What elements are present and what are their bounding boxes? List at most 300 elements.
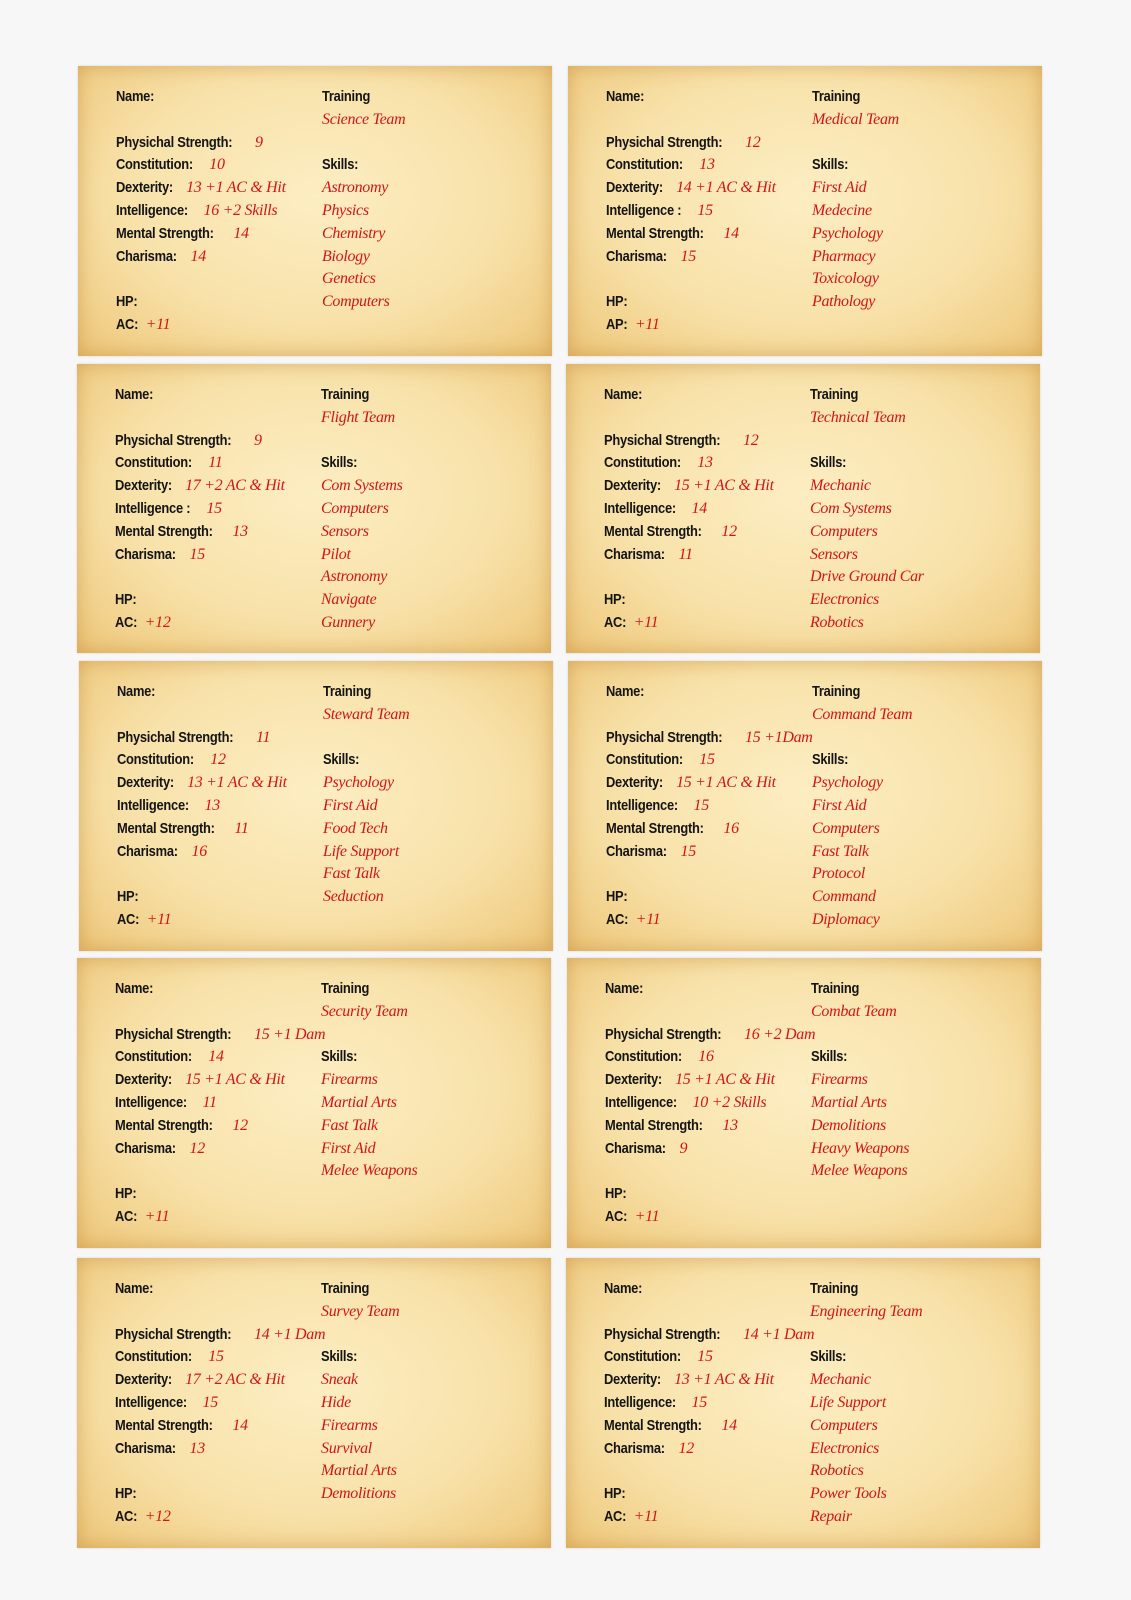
training-label: Training (322, 88, 371, 105)
skill-item: Computers (810, 522, 878, 540)
ac-label: AC: (115, 1507, 138, 1525)
stat-value: 15 +1 AC & Hit (676, 774, 776, 792)
character-card (79, 661, 553, 951)
stat-value: 14 (233, 224, 249, 242)
stat-value: 9 (254, 431, 262, 449)
stat-row (604, 544, 804, 567)
stat-label: Physichal Strength: (115, 431, 232, 449)
character-card (78, 66, 552, 356)
stat-value: 14 +1 Dam (254, 1325, 326, 1343)
stat-label: Mental Strength: (604, 522, 702, 540)
stat-value: 15 (697, 201, 713, 219)
stat-value: 12 (745, 133, 761, 151)
skill-item: Firearms (811, 1071, 868, 1089)
name-label: Name: (606, 88, 645, 105)
stat-label: Charisma: (605, 1139, 666, 1157)
character-card (568, 661, 1042, 951)
stat-label: Mental Strength: (115, 1116, 213, 1134)
stat-row (604, 1346, 804, 1369)
skills-label: Skills: (321, 1348, 358, 1366)
training-column (810, 384, 1030, 635)
stat-row (606, 727, 813, 750)
hp-label: HP: (604, 591, 626, 609)
stat-row (115, 475, 315, 498)
stat-row (606, 223, 806, 246)
stat-row (115, 1024, 326, 1047)
skill-item: Firearms (321, 1071, 378, 1089)
skills-label: Skills: (811, 1048, 848, 1066)
skill-item: Robotics (810, 613, 864, 631)
skill-item: Physics (322, 201, 369, 219)
stat-value: 10 (209, 156, 225, 174)
stat-row (116, 132, 316, 155)
training-value: Engineering Team (810, 1302, 923, 1320)
stat-label: Intelligence: (605, 1093, 677, 1111)
stat-label: Mental Strength: (606, 224, 704, 242)
character-card (566, 364, 1040, 653)
skill-item: Martial Arts (321, 1093, 397, 1111)
ac-label: AC: (605, 1207, 628, 1225)
stat-value: 16 (698, 1048, 714, 1066)
stat-label: Intelligence: (115, 1393, 187, 1411)
training-value: Medical Team (812, 110, 899, 128)
skill-item: Navigate (321, 591, 377, 609)
skill-item: Demolitions (321, 1485, 396, 1503)
stat-value: 14 (723, 224, 739, 242)
skill-item: Protocol (812, 865, 865, 883)
skill-item: Firearms (321, 1416, 378, 1434)
skill-item: Psychology (812, 224, 883, 242)
ac-label: AC: (116, 315, 139, 333)
stat-label: Mental Strength: (605, 1116, 703, 1134)
stat-row (604, 521, 804, 544)
stats-column (604, 384, 804, 635)
stats-column (117, 681, 317, 932)
hp-label: HP: (115, 1185, 137, 1203)
character-card (77, 364, 551, 653)
stat-value: 16 +2 Skills (203, 201, 278, 219)
skill-item: Melee Weapons (321, 1162, 418, 1180)
skill-item: Genetics (322, 270, 376, 288)
skill-item: Life Support (323, 842, 399, 860)
stat-label: Constitution: (606, 751, 683, 769)
skill-item: Survival (321, 1439, 372, 1457)
stat-label: Intelligence : (115, 499, 191, 517)
skill-item: Hide (321, 1393, 351, 1411)
training-column (812, 681, 1032, 932)
stat-label: Charisma: (115, 1139, 176, 1157)
stat-row (116, 154, 316, 177)
training-value: Flight Team (321, 408, 395, 426)
stat-row (116, 223, 316, 246)
stat-label: Constitution: (117, 751, 194, 769)
stat-value: 11 (678, 545, 693, 563)
ac-value: +12 (144, 613, 171, 631)
stat-label: Charisma: (115, 1439, 176, 1457)
skill-item: Sensors (321, 522, 369, 540)
stat-value: 12 (743, 431, 759, 449)
name-label: Name: (117, 683, 156, 700)
training-value: Security Team (321, 1002, 408, 1020)
stat-value: 14 +1 AC & Hit (676, 179, 776, 197)
ac-value: +11 (144, 1207, 170, 1225)
stat-row (117, 818, 317, 841)
skills-label: Skills: (321, 454, 358, 472)
training-label: Training (321, 980, 370, 997)
stats-column (115, 1278, 326, 1529)
stat-value: 15 (691, 1393, 707, 1411)
stat-value: 15 (680, 247, 696, 265)
skill-item: Astronomy (322, 179, 389, 197)
stat-label: Physichal Strength: (115, 1325, 232, 1343)
skill-item: Computers (812, 819, 880, 837)
stat-row (116, 246, 316, 269)
stats-column (116, 86, 316, 337)
skill-item: Electronics (810, 1439, 879, 1457)
stat-value: 15 (680, 842, 696, 860)
stat-row (605, 1092, 805, 1115)
skill-item: Melee Weapons (811, 1162, 908, 1180)
stat-label: Constitution: (115, 454, 192, 472)
skill-item: Toxicology (812, 270, 879, 288)
skill-item: Mechanic (810, 477, 871, 495)
stat-row (115, 498, 315, 521)
skill-item: Martial Arts (811, 1093, 887, 1111)
skill-item: Drive Ground Car (810, 568, 924, 586)
stat-row (115, 1369, 315, 1392)
stat-value: 15 (208, 1348, 224, 1366)
training-column (322, 86, 542, 314)
stat-label: Intelligence: (115, 1093, 187, 1111)
stat-label: Dexterity: (604, 477, 661, 495)
stat-label: Constitution: (604, 454, 681, 472)
skill-item: Command (812, 888, 876, 906)
skills-label: Skills: (812, 751, 849, 769)
stat-row (115, 544, 315, 567)
stat-value: 13 (697, 454, 713, 472)
stat-value: 11 (208, 454, 223, 472)
training-label: Training (810, 1280, 859, 1297)
stat-row (604, 475, 804, 498)
stat-value: 15 (189, 545, 205, 563)
stat-value: 13 (204, 796, 220, 814)
skill-item: Power Tools (810, 1485, 887, 1503)
skill-item: Com Systems (810, 499, 892, 517)
character-card (568, 66, 1042, 356)
stat-label: Mental Strength: (116, 224, 214, 242)
stat-label: Dexterity: (117, 774, 174, 792)
stat-value: 15 (697, 1348, 713, 1366)
ac-value: +11 (633, 1507, 659, 1525)
stat-label: Charisma: (606, 247, 667, 265)
stat-label: Dexterity: (606, 179, 663, 197)
stats-column (604, 1278, 815, 1529)
stat-value: 9 (255, 133, 263, 151)
skill-item: Seduction (323, 888, 384, 906)
character-card (77, 1258, 551, 1548)
stat-row (115, 1115, 315, 1138)
stat-value: 14 (232, 1416, 248, 1434)
ac-value: +11 (146, 910, 172, 928)
hp-label: HP: (606, 888, 628, 906)
stat-label: Mental Strength: (115, 522, 213, 540)
stat-row (117, 749, 317, 772)
stat-label: Physichal Strength: (116, 133, 233, 151)
skill-item: Fast Talk (323, 865, 380, 883)
skill-item: Gunnery (321, 613, 375, 631)
training-label: Training (812, 683, 861, 700)
stat-label: Physichal Strength: (115, 1025, 232, 1043)
skills-label: Skills: (323, 751, 360, 769)
stat-label: Constitution: (116, 156, 193, 174)
training-label: Training (811, 980, 860, 997)
ac-label: AC: (115, 1207, 138, 1225)
skills-label: Skills: (810, 454, 847, 472)
stat-row (115, 452, 315, 475)
stat-row (115, 1324, 326, 1347)
stat-row (115, 1069, 315, 1092)
hp-label: HP: (117, 888, 139, 906)
stat-value: 11 (234, 819, 249, 837)
training-value: Combat Team (811, 1002, 897, 1020)
stat-row (604, 1324, 815, 1347)
skills-label: Skills: (812, 156, 849, 174)
stat-row (606, 154, 806, 177)
name-label: Name: (606, 683, 645, 700)
name-label: Name: (605, 980, 644, 997)
name-label: Name: (115, 1280, 154, 1297)
stat-label: Constitution: (115, 1348, 192, 1366)
stat-label: Physichal Strength: (117, 728, 234, 746)
training-label: Training (810, 386, 859, 403)
training-label: Training (321, 1280, 370, 1297)
stat-value: 15 +1 AC & Hit (675, 1071, 775, 1089)
stat-row (604, 1438, 804, 1461)
character-card (566, 1258, 1040, 1548)
stat-value: 12 (678, 1439, 694, 1457)
stat-label: Physichal Strength: (606, 728, 723, 746)
ac-label: AC: (606, 910, 629, 928)
stat-label: Physichal Strength: (604, 1325, 721, 1343)
hp-label: HP: (115, 1485, 137, 1503)
stat-row (604, 452, 804, 475)
ac-value: +11 (634, 1207, 660, 1225)
stat-value: 16 (723, 819, 739, 837)
skill-item: Fast Talk (321, 1116, 378, 1134)
ac-value: +11 (634, 315, 660, 333)
skill-item: Astronomy (321, 568, 388, 586)
stat-value: 15 (202, 1393, 218, 1411)
stat-value: 14 (691, 499, 707, 517)
stat-row (605, 1115, 805, 1138)
stat-value: 13 +1 AC & Hit (187, 774, 287, 792)
stat-row (115, 1092, 315, 1115)
stat-label: Dexterity: (604, 1371, 661, 1389)
stat-row (116, 200, 316, 223)
name-label: Name: (604, 1280, 643, 1297)
stat-value: 12 (232, 1116, 248, 1134)
stat-row (115, 1415, 315, 1438)
stat-value: 14 (190, 247, 206, 265)
stat-label: Charisma: (117, 842, 178, 860)
training-value: Command Team (812, 705, 913, 723)
skill-item: Life Support (810, 1393, 886, 1411)
stat-label: Physichal Strength: (606, 133, 723, 151)
stat-label: Intelligence: (117, 796, 189, 814)
skill-item: Computers (322, 293, 390, 311)
stat-value: 15 +1 AC & Hit (674, 477, 774, 495)
name-label: Name: (115, 386, 154, 403)
training-label: Training (323, 683, 372, 700)
stat-label: Physichal Strength: (604, 431, 721, 449)
skill-item: Psychology (812, 774, 883, 792)
skill-item: Biology (322, 247, 370, 265)
stat-label: Charisma: (115, 545, 176, 563)
hp-label: HP: (115, 591, 137, 609)
stat-value: 11 (256, 728, 271, 746)
stat-label: Charisma: (116, 247, 177, 265)
training-column (321, 1278, 541, 1506)
stats-column (606, 681, 813, 932)
training-value: Survey Team (321, 1302, 400, 1320)
stat-row (116, 177, 316, 200)
skill-item: First Aid (323, 796, 378, 814)
ac-label: AC: (604, 1507, 627, 1525)
skill-item: Repair (810, 1507, 852, 1525)
skill-item: Martial Arts (321, 1462, 397, 1480)
stat-row (606, 795, 806, 818)
name-label: Name: (116, 88, 155, 105)
stat-value: 13 +1 AC & Hit (186, 179, 286, 197)
ac-value: +11 (635, 910, 661, 928)
stat-value: 12 (210, 751, 226, 769)
stat-label: Constitution: (606, 156, 683, 174)
stat-row (604, 498, 804, 521)
stat-label: Intelligence: (604, 1393, 676, 1411)
stat-row (606, 772, 806, 795)
stat-label: Dexterity: (115, 1071, 172, 1089)
stat-row (606, 749, 806, 772)
character-card (77, 958, 551, 1248)
skill-item: First Aid (812, 179, 867, 197)
stat-value: 15 +1Dam (745, 728, 813, 746)
stat-value: 15 (693, 796, 709, 814)
stat-value: 15 (206, 499, 222, 517)
stat-value: 13 (722, 1116, 738, 1134)
training-column (321, 384, 541, 635)
stat-value: 17 +2 AC & Hit (185, 477, 285, 495)
stat-row (604, 430, 804, 453)
skill-item: Psychology (323, 774, 394, 792)
hp-label: HP: (605, 1185, 627, 1203)
stat-value: 15 +1 Dam (254, 1025, 326, 1043)
stat-label: Dexterity: (115, 477, 172, 495)
stat-label: Charisma: (606, 842, 667, 860)
skill-item: First Aid (812, 796, 867, 814)
hp-label: HP: (116, 293, 138, 311)
training-column (811, 978, 1031, 1183)
ac-value: +11 (633, 613, 659, 631)
stat-row (115, 1392, 315, 1415)
stat-label: Mental Strength: (606, 819, 704, 837)
ac-label: AP: (606, 315, 628, 333)
stats-column (115, 384, 315, 635)
skill-item: Sensors (810, 545, 858, 563)
skill-item: Pathology (812, 293, 876, 311)
stat-row (115, 1346, 315, 1369)
stat-label: Charisma: (604, 1439, 665, 1457)
stat-value: 13 (699, 156, 715, 174)
ac-value: +11 (145, 315, 171, 333)
training-column (323, 681, 543, 909)
stat-value: 15 (699, 751, 715, 769)
stat-row (604, 1392, 804, 1415)
stats-column (606, 86, 806, 337)
stat-label: Mental Strength: (604, 1416, 702, 1434)
skill-item: Mechanic (810, 1371, 871, 1389)
stat-row (115, 430, 315, 453)
stat-label: Intelligence: (606, 796, 678, 814)
stat-value: 14 (208, 1048, 224, 1066)
stat-label: Constitution: (115, 1048, 192, 1066)
skill-item: Chemistry (322, 224, 386, 242)
skill-item: Com Systems (321, 477, 403, 495)
stat-row (605, 1069, 805, 1092)
skill-item: Pharmacy (812, 247, 876, 265)
stat-row (606, 818, 806, 841)
stat-label: Constitution: (604, 1348, 681, 1366)
stat-value: 12 (189, 1139, 205, 1157)
skill-item: Electronics (810, 591, 879, 609)
stat-value: 17 +2 AC & Hit (185, 1371, 285, 1389)
skill-item: Pilot (321, 545, 351, 563)
stat-label: Physichal Strength: (605, 1025, 722, 1043)
stat-value: 13 (232, 522, 248, 540)
skill-item: Robotics (810, 1462, 864, 1480)
stats-column (605, 978, 816, 1229)
skill-item: Medecine (812, 201, 872, 219)
stat-row (117, 841, 317, 864)
stat-value: 15 +1 AC & Hit (185, 1071, 285, 1089)
stat-value: 11 (202, 1093, 217, 1111)
skills-label: Skills: (321, 1048, 358, 1066)
training-label: Training (812, 88, 861, 105)
stat-row (606, 200, 806, 223)
skill-item: Demolitions (811, 1116, 886, 1134)
ac-label: AC: (115, 613, 138, 631)
training-column (812, 86, 1032, 314)
stat-value: 13 +1 AC & Hit (674, 1371, 774, 1389)
stat-row (604, 1415, 804, 1438)
stat-row (605, 1024, 816, 1047)
stat-value: 14 (721, 1416, 737, 1434)
skill-item: Diplomacy (812, 910, 880, 928)
skills-label: Skills: (810, 1348, 847, 1366)
stat-label: Charisma: (604, 545, 665, 563)
hp-label: HP: (606, 293, 628, 311)
stat-label: Intelligence : (606, 201, 682, 219)
stat-value: 13 (189, 1439, 205, 1457)
skill-item: Food Tech (323, 819, 388, 837)
stat-row (115, 1046, 315, 1069)
stat-value: 16 +2 Dam (744, 1025, 816, 1043)
skill-item: Heavy Weapons (811, 1139, 910, 1157)
stat-row (117, 795, 317, 818)
skill-item: Sneak (321, 1371, 358, 1389)
stat-label: Intelligence: (604, 499, 676, 517)
skills-label: Skills: (322, 156, 359, 174)
stat-row (606, 132, 806, 155)
